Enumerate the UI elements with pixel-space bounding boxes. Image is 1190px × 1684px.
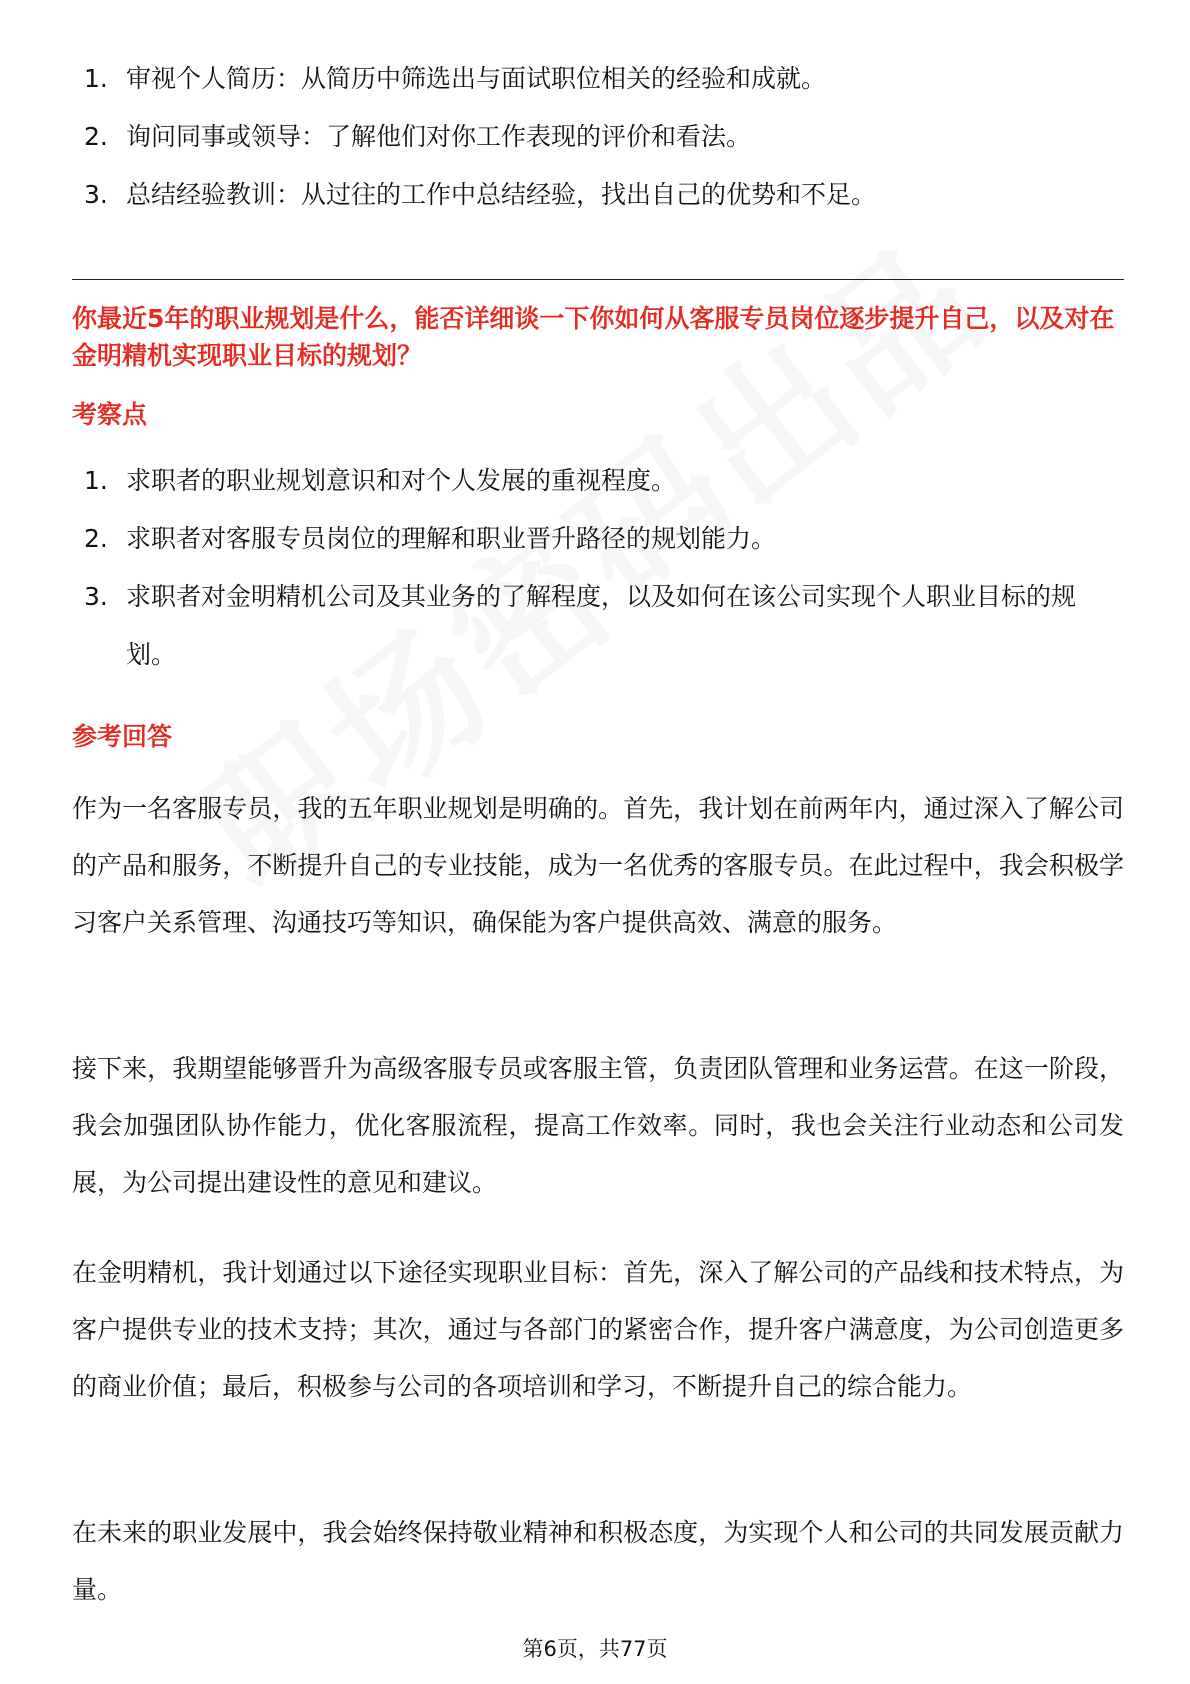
- points-list: [72, 452, 1122, 684]
- list-item-text: 求职者对金明精机公司及其业务的了解程度，以及如何在该公司实现个人职业目标的规划。: [126, 582, 1077, 669]
- question-heading: 你最近5年的职业规划是什么，能否详细谈一下你如何从客服专员岗位逐步提升自己，以及对在金明精机实现职业目标的规划？: [72, 304, 1115, 370]
- list-item-number: 3.: [84, 582, 108, 611]
- answer-paragraph: 在未来的职业发展中，我会始终保持敬业精神和积极态度，为实现个人和公司的共同发展贡献力量。: [72, 1518, 1124, 1604]
- answer-paragraph: 接下来，我期望能够晋升为高级客服专员或客服主管，负责团队管理和业务运营。在这一阶段，我会加强团队协作能力，优化客服流程，提高工作效率。同时，我也会关注行业动态和公司发展，为公司提出建设性的意见和建议。: [72, 1054, 1124, 1197]
- answer-paragraph: 在金明精机，我计划通过以下途径实现职业目标：首先，深入了解公司的产品线和技术特点，为客户提供专业的技术支持；其次，通过与各部门的紧密合作，提升客户满意度，为公司创造更多的商业价值；最后，积极参与公司的各项培训和学习，不断提升自己的综合能力。: [72, 1258, 1124, 1401]
- list-item: [72, 510, 1122, 568]
- list-item: [72, 50, 1122, 108]
- list-item-number: 2.: [84, 122, 108, 151]
- list-item-text: 审视个人简历：从简历中筛选出与面试职位相关的经验和成就。: [126, 64, 827, 93]
- list-item-text: 求职者对客服专员岗位的理解和职业晋升路径的规划能力。: [126, 524, 777, 553]
- answer-label: 参考回答: [72, 722, 173, 751]
- list-item-text: 总结经验教训：从过往的工作中总结经验，找出自己的优势和不足。: [126, 180, 877, 209]
- list-item: [72, 108, 1122, 166]
- page-number: 第6页，共77页: [522, 1637, 668, 1661]
- list-item-number: 2.: [84, 524, 108, 553]
- answer-paragraph: 作为一名客服专员，我的五年职业规划是明确的。首先，我计划在前两年内，通过深入了解公司的产品和服务，不断提升自己的专业技能，成为一名优秀的客服专员。在此过程中，我会积极学习客户关系管理、沟通技巧等知识，确保能为客户提供高效、满意的服务。: [72, 794, 1124, 937]
- section-divider: [72, 279, 1124, 280]
- list-item: [72, 568, 1122, 684]
- list-item-number: 3.: [84, 180, 108, 209]
- top-list: [72, 50, 1122, 224]
- list-item-number: 1.: [84, 466, 108, 495]
- list-item: [72, 166, 1122, 224]
- points-label: 考察点: [72, 400, 148, 429]
- list-item: [72, 452, 1122, 510]
- list-item-text: 询问同事或领导：了解他们对你工作表现的评价和看法。: [126, 122, 752, 151]
- list-item-text: 求职者的职业规划意识和对个人发展的重视程度。: [126, 466, 677, 495]
- list-item-number: 1.: [84, 64, 108, 93]
